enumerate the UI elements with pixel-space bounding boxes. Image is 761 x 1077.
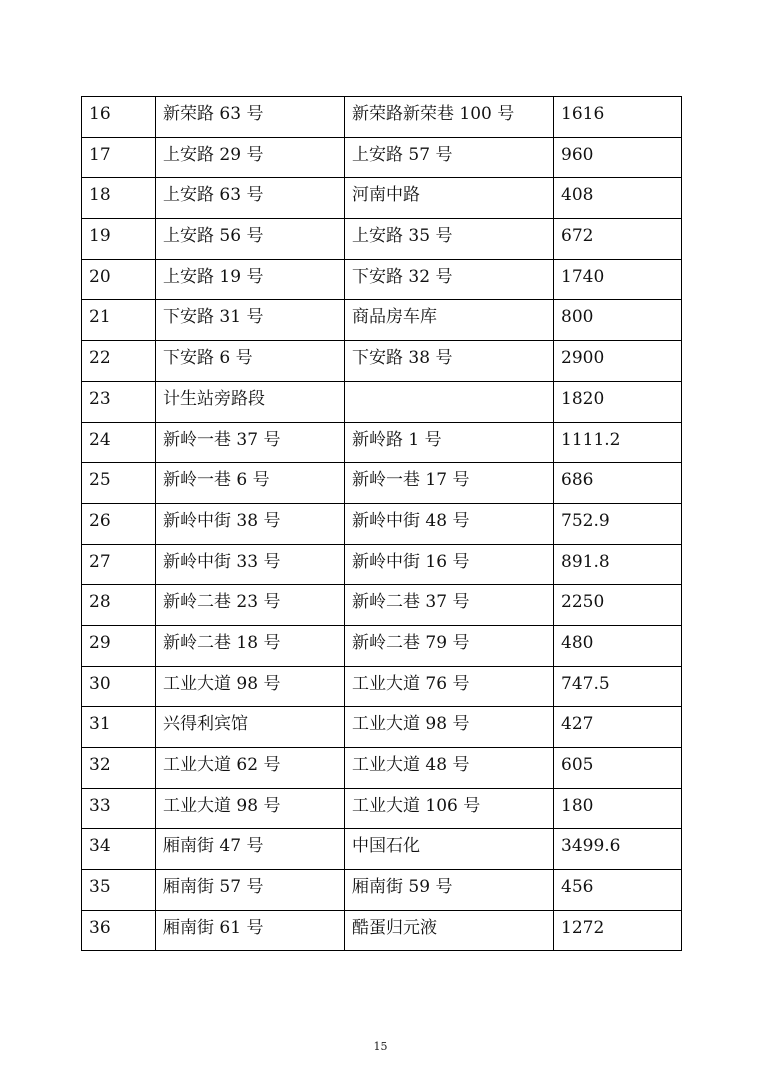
end-location-cell: 厢南街 59 号	[345, 870, 554, 911]
end-location-cell: 新岭二巷 37 号	[345, 585, 554, 626]
table-row	[82, 829, 682, 870]
start-location-cell: 工业大道 98 号	[156, 788, 345, 829]
start-location-cell: 新岭二巷 18 号	[156, 625, 345, 666]
end-location-cell: 工业大道 76 号	[345, 666, 554, 707]
row-number-cell: 20	[82, 259, 156, 300]
table-row	[82, 422, 682, 463]
start-location-cell: 下安路 31 号	[156, 300, 345, 341]
table-row	[82, 544, 682, 585]
row-number-cell: 22	[82, 341, 156, 382]
road-table	[81, 96, 682, 951]
end-location-cell: 酷蛋归元液	[345, 910, 554, 951]
end-location-cell	[345, 381, 554, 422]
value-cell: 1740	[554, 259, 682, 300]
start-location-cell: 新岭一巷 6 号	[156, 463, 345, 504]
value-cell: 456	[554, 870, 682, 911]
value-cell: 1272	[554, 910, 682, 951]
row-number-cell: 28	[82, 585, 156, 626]
row-number-cell: 17	[82, 137, 156, 178]
row-number-cell: 18	[82, 178, 156, 219]
value-cell: 686	[554, 463, 682, 504]
end-location-cell: 新荣路新荣巷 100 号	[345, 97, 554, 138]
table-row	[82, 788, 682, 829]
table-row	[82, 381, 682, 422]
value-cell: 1820	[554, 381, 682, 422]
table-row	[82, 178, 682, 219]
row-number-cell: 33	[82, 788, 156, 829]
end-location-cell: 新岭中街 16 号	[345, 544, 554, 585]
value-cell: 747.5	[554, 666, 682, 707]
end-location-cell: 工业大道 98 号	[345, 707, 554, 748]
page-number: 15	[373, 1040, 388, 1053]
table-row	[82, 219, 682, 260]
end-location-cell: 新岭路 1 号	[345, 422, 554, 463]
table-row	[82, 503, 682, 544]
value-cell: 960	[554, 137, 682, 178]
value-cell: 2250	[554, 585, 682, 626]
end-location-cell: 上安路 35 号	[345, 219, 554, 260]
table-row	[82, 97, 682, 138]
table-row	[82, 666, 682, 707]
end-location-cell: 新岭一巷 17 号	[345, 463, 554, 504]
end-location-cell: 新岭中街 48 号	[345, 503, 554, 544]
value-cell: 2900	[554, 341, 682, 382]
table-row	[82, 625, 682, 666]
table-row	[82, 870, 682, 911]
start-location-cell: 新岭中街 33 号	[156, 544, 345, 585]
row-number-cell: 32	[82, 748, 156, 789]
value-cell: 672	[554, 219, 682, 260]
value-cell: 1111.2	[554, 422, 682, 463]
start-location-cell: 工业大道 62 号	[156, 748, 345, 789]
row-number-cell: 21	[82, 300, 156, 341]
table-row	[82, 137, 682, 178]
row-number-cell: 30	[82, 666, 156, 707]
value-cell: 427	[554, 707, 682, 748]
table-row	[82, 748, 682, 789]
row-number-cell: 24	[82, 422, 156, 463]
start-location-cell: 厢南街 57 号	[156, 870, 345, 911]
table-row	[82, 300, 682, 341]
value-cell: 605	[554, 748, 682, 789]
start-location-cell: 厢南街 61 号	[156, 910, 345, 951]
row-number-cell: 34	[82, 829, 156, 870]
value-cell: 752.9	[554, 503, 682, 544]
table-body	[82, 97, 682, 951]
value-cell: 408	[554, 178, 682, 219]
end-location-cell: 商品房车库	[345, 300, 554, 341]
value-cell: 1616	[554, 97, 682, 138]
start-location-cell: 新岭一巷 37 号	[156, 422, 345, 463]
row-number-cell: 36	[82, 910, 156, 951]
row-number-cell: 25	[82, 463, 156, 504]
row-number-cell: 16	[82, 97, 156, 138]
table-row	[82, 585, 682, 626]
value-cell: 180	[554, 788, 682, 829]
start-location-cell: 上安路 29 号	[156, 137, 345, 178]
table-row	[82, 259, 682, 300]
start-location-cell: 新岭二巷 23 号	[156, 585, 345, 626]
start-location-cell: 计生站旁路段	[156, 381, 345, 422]
start-location-cell: 上安路 56 号	[156, 219, 345, 260]
row-number-cell: 26	[82, 503, 156, 544]
end-location-cell: 下安路 32 号	[345, 259, 554, 300]
end-location-cell: 中国石化	[345, 829, 554, 870]
end-location-cell: 新岭二巷 79 号	[345, 625, 554, 666]
table-row	[82, 463, 682, 504]
table-row	[82, 910, 682, 951]
end-location-cell: 河南中路	[345, 178, 554, 219]
value-cell: 891.8	[554, 544, 682, 585]
row-number-cell: 23	[82, 381, 156, 422]
row-number-cell: 35	[82, 870, 156, 911]
end-location-cell: 上安路 57 号	[345, 137, 554, 178]
table-row	[82, 707, 682, 748]
value-cell: 800	[554, 300, 682, 341]
row-number-cell: 31	[82, 707, 156, 748]
start-location-cell: 下安路 6 号	[156, 341, 345, 382]
start-location-cell: 兴得利宾馆	[156, 707, 345, 748]
end-location-cell: 工业大道 48 号	[345, 748, 554, 789]
end-location-cell: 下安路 38 号	[345, 341, 554, 382]
value-cell: 480	[554, 625, 682, 666]
start-location-cell: 上安路 19 号	[156, 259, 345, 300]
table-row	[82, 341, 682, 382]
start-location-cell: 工业大道 98 号	[156, 666, 345, 707]
start-location-cell: 厢南街 47 号	[156, 829, 345, 870]
row-number-cell: 29	[82, 625, 156, 666]
start-location-cell: 上安路 63 号	[156, 178, 345, 219]
end-location-cell: 工业大道 106 号	[345, 788, 554, 829]
start-location-cell: 新岭中街 38 号	[156, 503, 345, 544]
start-location-cell: 新荣路 63 号	[156, 97, 345, 138]
row-number-cell: 27	[82, 544, 156, 585]
row-number-cell: 19	[82, 219, 156, 260]
value-cell: 3499.6	[554, 829, 682, 870]
